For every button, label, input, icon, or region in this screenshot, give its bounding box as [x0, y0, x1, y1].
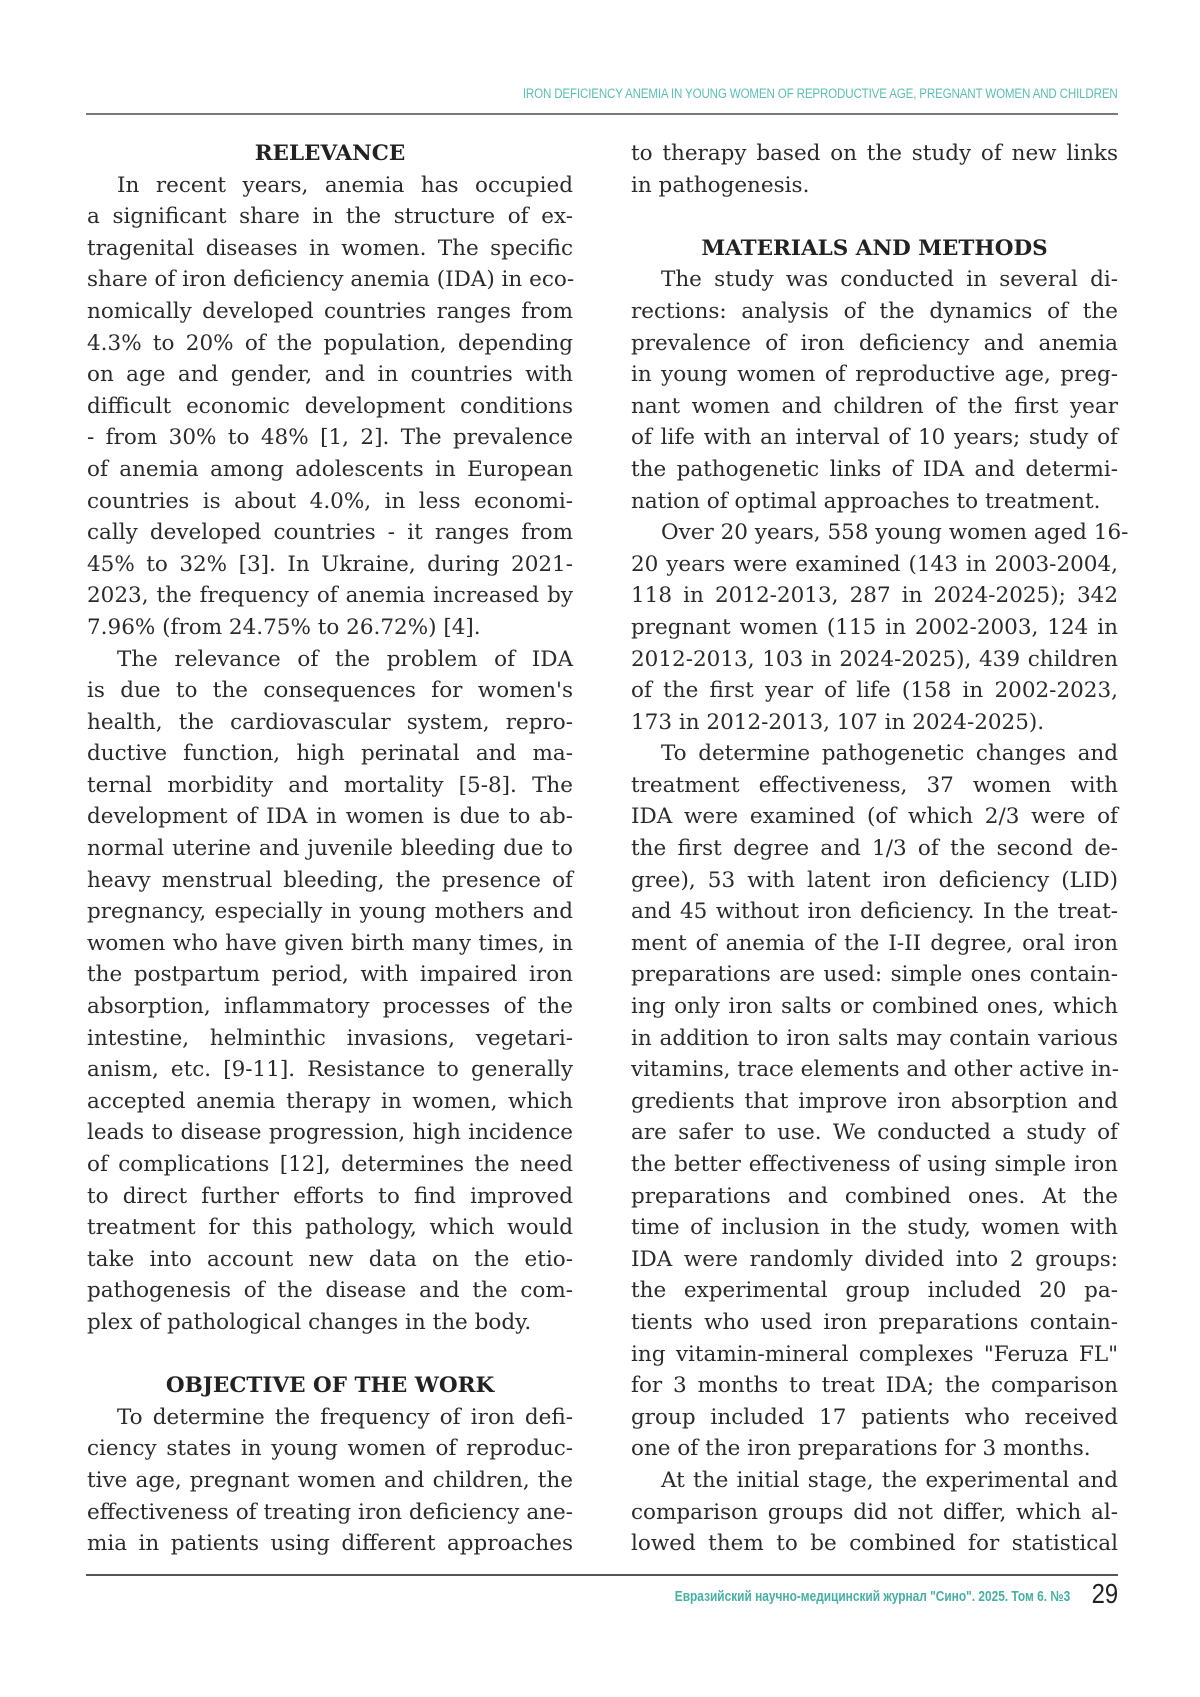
text-line: is due to the consequences for women's	[87, 678, 573, 704]
left-column	[87, 138, 573, 1560]
text-line: the first degree and 1/3 of the second de-	[631, 836, 1118, 862]
text-line: the pathogenetic links of IDA and determi-	[631, 456, 1118, 482]
text-line: gree), 53 with latent iron deficiency (LID)	[631, 867, 1118, 893]
text-line: of life with an interval of 10 years; study of	[631, 425, 1118, 451]
text-line: tive age, pregnant women and children, the	[87, 1467, 573, 1493]
section-heading-objective: OBJECTIVE OF THE WORK	[165, 1373, 495, 1399]
text-line: in young women of reproductive age, preg-	[631, 362, 1118, 388]
text-line: At the initial stage, the experimental and	[661, 1467, 1118, 1493]
text-line: lowed them to be combined for statistical	[631, 1531, 1118, 1557]
text-line: a significant share in the structure of ex-	[87, 204, 573, 230]
text-line: tragenital diseases in women. The specific	[87, 235, 573, 261]
paragraph	[631, 1465, 1118, 1560]
text-line: on age and gender, and in countries with	[87, 362, 573, 388]
text-line: - from 30% to 48% [1, 2]. The prevalence	[87, 425, 573, 451]
text-line: 2023, the frequency of anemia increased by	[87, 583, 573, 609]
text-line: 20 years were examined (143 in 2003-2004,	[631, 551, 1118, 577]
paragraph	[631, 738, 1118, 1465]
text-line: 45% to 32% [3]. In Ukraine, during 2021-	[87, 551, 573, 577]
spacer	[631, 201, 1118, 233]
text-line: are safer to use. We conducted a study of	[631, 1120, 1118, 1146]
text-line: share of iron deficiency anemia (IDA) in eco-	[87, 267, 575, 293]
text-line: pathogenesis of the disease and the com-	[87, 1278, 573, 1304]
running-head: IRON DEFICIENCY ANEMIA IN YOUNG WOMEN OF REPRODUCTIVE AGE, PREGNANT WOMEN AND CHILDREN	[523, 86, 1118, 101]
text-line: In recent years, anemia has occupied	[117, 172, 573, 198]
text-line: in addition to iron salts may contain various	[631, 1025, 1118, 1051]
text-line: IDA were examined (of which 2/3 were of	[631, 804, 1118, 830]
text-line: to therapy based on the study of new links	[631, 141, 1118, 166]
text-line: take into account new data on the etio-	[87, 1246, 573, 1272]
text-line: ing only iron salts or combined ones, which	[631, 994, 1118, 1020]
text-line: of anemia among adolescents in European	[87, 456, 573, 482]
text-line: absorption, inflammatory processes of the	[87, 994, 573, 1020]
text-line: intestine, helminthic invasions, vegetari-	[87, 1025, 573, 1051]
text-line: rections: analysis of the dynamics of the	[631, 298, 1118, 324]
text-line: nation of optimal approaches to treatment.	[631, 488, 1101, 514]
text-line: vitamins, trace elements and other active in-	[631, 1057, 1120, 1083]
text-line: 7.96% (from 24.75% to 26.72%) [4].	[87, 614, 481, 640]
section-heading-methods: MATERIALS AND METHODS	[701, 235, 1048, 261]
text-line: nant women and children of the first year	[631, 393, 1118, 419]
text-line: for 3 months to treat IDA; the comparison	[631, 1373, 1118, 1399]
text-line: 4.3% to 20% of the population, depending	[87, 330, 573, 356]
text-line: women who have given birth many times, in	[87, 930, 573, 956]
right-column	[631, 138, 1129, 1560]
text-line: The study was conducted in several di-	[661, 267, 1118, 293]
text-line: Over 20 years, 558 young women aged 16-	[661, 520, 1129, 546]
text-line: plex of pathological changes in the body.	[87, 1309, 532, 1335]
text-line: preparations are used: simple ones contain-	[631, 962, 1118, 988]
text-line: group included 17 patients who received	[631, 1404, 1118, 1430]
text-line: time of inclusion in the study, women with	[631, 1215, 1118, 1241]
text-line: ternal morbidity and mortality [5-8]. The	[87, 772, 573, 798]
text-line: pregnant women (115 in 2002-2003, 124 in	[631, 614, 1118, 640]
text-line: mia in patients using different approaches	[87, 1531, 573, 1557]
paragraph-continued	[631, 138, 1118, 201]
text-line: the postpartum period, with impaired iron	[87, 962, 573, 988]
paragraph	[631, 517, 1129, 738]
section-heading-relevance: RELEVANCE	[254, 141, 406, 166]
text-line: 173 in 2012-2013, 107 in 2024-2025).	[631, 709, 1045, 735]
text-line: of complications [12], determines the need	[87, 1152, 573, 1177]
text-line: nomically developed countries ranges from	[87, 298, 573, 324]
text-line: leads to disease progression, high incidence	[87, 1120, 573, 1146]
text-line: cally developed countries - it ranges from	[87, 520, 573, 546]
text-line: effectiveness of treating iron deficiency ane-	[87, 1499, 573, 1525]
text-line: the experimental group included 20 pa-	[631, 1278, 1118, 1304]
text-line: of the first year of life (158 in 2002-2023,	[631, 678, 1118, 704]
text-line: heavy menstrual bleeding, the presence of	[87, 867, 573, 893]
text-line: The relevance of the problem of IDA	[117, 646, 573, 672]
text-line: 2012-2013, 103 in 2024-2025), 439 children	[631, 646, 1118, 672]
text-line: in pathogenesis.	[631, 172, 810, 198]
footer-journal-title: Евразийский научно-медицинский журнал "Сино". 2025. Том 6. №3	[674, 1589, 1070, 1605]
text-line: ductive function, high perinatal and ma-	[87, 741, 573, 767]
text-line: To determine pathogenetic changes and	[661, 741, 1118, 767]
text-line: IDA were randomly divided into 2 groups:	[631, 1246, 1118, 1272]
paragraph	[87, 170, 573, 644]
paragraph	[631, 264, 1118, 517]
text-line: prevalence of iron deficiency and anemia	[631, 330, 1118, 356]
spacer	[87, 1339, 573, 1371]
text-line: ing vitamin-mineral complexes "Feruza FL"	[631, 1341, 1118, 1367]
text-line: anism, etc. [9-11]. Resistance to generally	[87, 1057, 573, 1083]
text-line: health, the cardiovascular system, repro-	[87, 709, 573, 735]
text-line: gredients that improve iron absorption and	[631, 1088, 1118, 1114]
text-line: and 45 without iron deficiency. In the treat-	[631, 899, 1118, 925]
text-line: the better effectiveness of using simple iron	[631, 1152, 1118, 1177]
text-line: To determine the frequency of iron defi-	[117, 1404, 573, 1430]
text-line: countries is about 4.0%, in less economi-	[87, 488, 573, 514]
paragraph	[87, 644, 573, 1339]
text-line: comparison groups did not differ, which al-	[631, 1499, 1118, 1525]
text-line: development of IDA in women is due to ab-	[87, 804, 573, 830]
text-line: treatment for this pathology, which would	[87, 1215, 573, 1241]
text-line: one of the iron preparations for 3 months.	[631, 1436, 1091, 1462]
text-line: ciency states in young women of reproduc-	[87, 1436, 573, 1462]
text-line: ment of anemia of the I-II degree, oral iron	[631, 930, 1118, 956]
footer-rule	[86, 1574, 1118, 1576]
text-line: treatment effectiveness, 37 women with	[631, 772, 1118, 798]
text-line: preparations and combined ones. At the	[631, 1183, 1118, 1209]
text-line: to direct further efforts to find improved	[87, 1183, 573, 1209]
text-line: 118 in 2012-2013, 287 in 2024-2025); 342	[631, 583, 1118, 609]
paragraph	[87, 1402, 573, 1560]
page-number: 29	[1091, 1578, 1118, 1609]
text-line: accepted anemia therapy in women, which	[87, 1088, 573, 1114]
text-line: pregnancy, especially in young mothers and	[87, 899, 573, 925]
text-line: difficult economic development conditions	[87, 393, 573, 419]
header-rule	[86, 113, 1118, 115]
text-line: normal uterine and juvenile bleeding due to	[87, 836, 573, 862]
text-line: tients who used iron preparations contain-	[631, 1309, 1118, 1335]
